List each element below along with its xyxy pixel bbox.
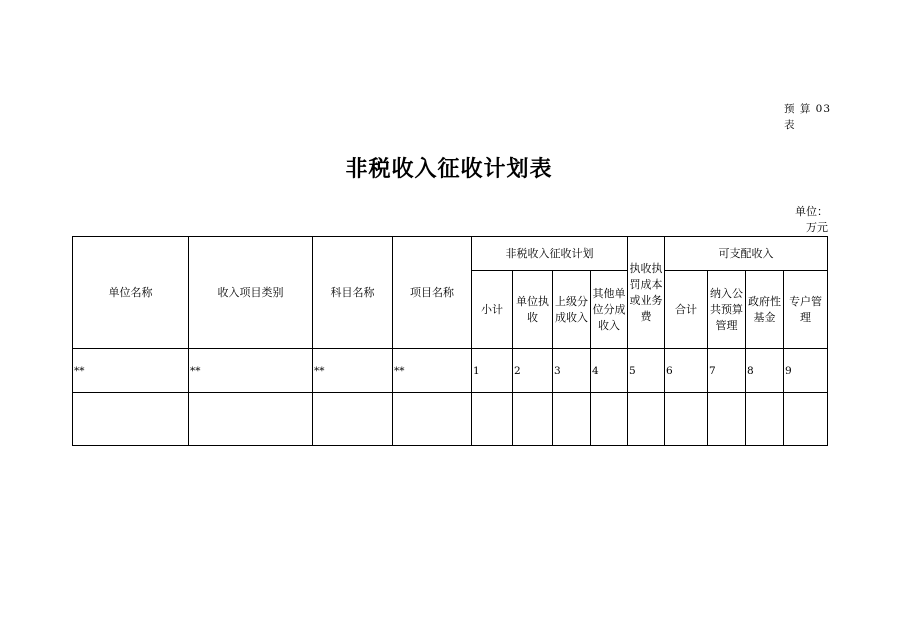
plan-table (72, 236, 828, 446)
code-cell: 3 (553, 349, 591, 393)
header-other-share: 其他单位分成收入 (591, 271, 628, 349)
code-cell: 2 (513, 349, 553, 393)
header-subtotal: 小计 (472, 271, 513, 349)
empty-cell (313, 393, 393, 446)
header-unit-collect: 单位执收 (513, 271, 553, 349)
code-cell: 6 (665, 349, 708, 393)
empty-cell (189, 393, 313, 446)
header-income-category: 收入项目类别 (189, 237, 313, 349)
empty-cell (393, 393, 472, 446)
header-special-account: 专户管理 (784, 271, 828, 349)
header-subject-name: 科目名称 (313, 237, 393, 349)
empty-cell (628, 393, 665, 446)
header-unit-name: 单位名称 (73, 237, 189, 349)
empty-cell (665, 393, 708, 446)
empty-cell (513, 393, 553, 446)
code-cell: ** (313, 349, 393, 393)
empty-cell (708, 393, 746, 446)
code-cell: 9 (784, 349, 828, 393)
code-row (73, 349, 828, 393)
page-title: 非税收入征收计划表 (345, 156, 553, 182)
header-gov-fund: 政府性基金 (746, 271, 784, 349)
empty-cell (73, 393, 189, 446)
form-number: 预 算 03 表 (784, 103, 832, 131)
header-disposable-group: 可支配收入 (665, 237, 828, 271)
header-total: 合计 (665, 271, 708, 349)
code-cell: ** (189, 349, 313, 393)
code-cell: 5 (628, 349, 665, 393)
code-cell: 8 (746, 349, 784, 393)
code-cell: 4 (591, 349, 628, 393)
header-row (73, 237, 828, 271)
code-cell: ** (73, 349, 189, 393)
unit-label: 单位：万元 (795, 205, 828, 234)
empty-data-row (73, 393, 828, 446)
empty-cell (746, 393, 784, 446)
header-plan-group: 非税收入征收计划 (472, 237, 628, 271)
empty-cell (784, 393, 828, 446)
code-cell: ** (393, 349, 472, 393)
empty-cell (591, 393, 628, 446)
code-cell: 1 (472, 349, 513, 393)
header-item-name: 项目名称 (393, 237, 472, 349)
empty-cell (553, 393, 591, 446)
header-superior-share: 上级分成收入 (553, 271, 591, 349)
header-enforcement-cost: 执收执罚成本或业务费 (628, 237, 665, 349)
code-cell: 7 (708, 349, 746, 393)
empty-cell (472, 393, 513, 446)
header-public-budget: 纳入公共预算管理 (708, 271, 746, 349)
